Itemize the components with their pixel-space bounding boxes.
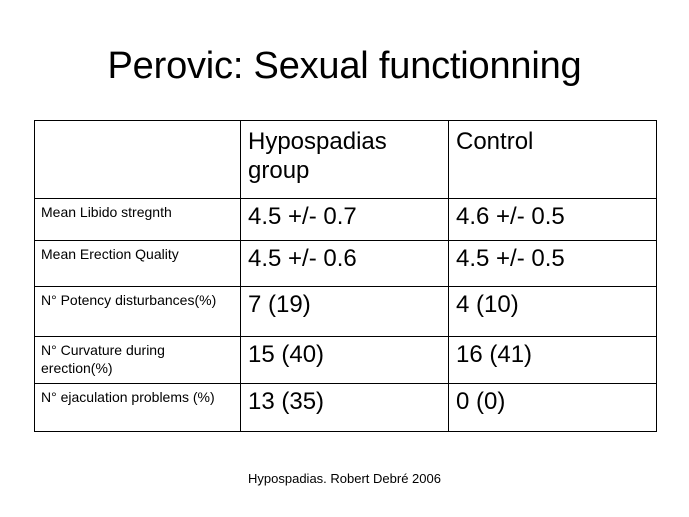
row-label: N° Potency disturbances(%) [35,287,241,337]
row-label: Mean Libido stregnth [35,199,241,241]
hypospadias-value: 4.5 +/- 0.7 [241,199,449,241]
hypospadias-value: 13 (35) [241,384,449,432]
table-row [35,337,657,384]
header-control: Control [449,121,657,199]
hypospadias-value: 4.5 +/- 0.6 [241,241,449,287]
table-row [35,287,657,337]
slide-title: Perovic: Sexual functionning [107,45,582,87]
table-row [35,199,657,241]
control-value: 4.6 +/- 0.5 [449,199,657,241]
results-table [34,120,657,432]
control-value: 0 (0) [449,384,657,432]
table-row [35,241,657,287]
hypospadias-value: 15 (40) [241,337,449,384]
table-header-row [35,121,657,199]
row-label: Mean Erection Quality [35,241,241,287]
control-value: 16 (41) [449,337,657,384]
control-value: 4.5 +/- 0.5 [449,241,657,287]
header-corner-cell [35,121,241,199]
slide-footer: Hypospadias. Robert Debré 2006 [248,471,441,486]
hypospadias-value: 7 (19) [241,287,449,337]
row-label: N° ejaculation problems (%) [35,384,241,432]
header-hypospadias-group: Hypospadias group [241,121,449,199]
row-label: N° Curvature during erection(%) [35,337,241,384]
control-value: 4 (10) [449,287,657,337]
table-row [35,384,657,432]
